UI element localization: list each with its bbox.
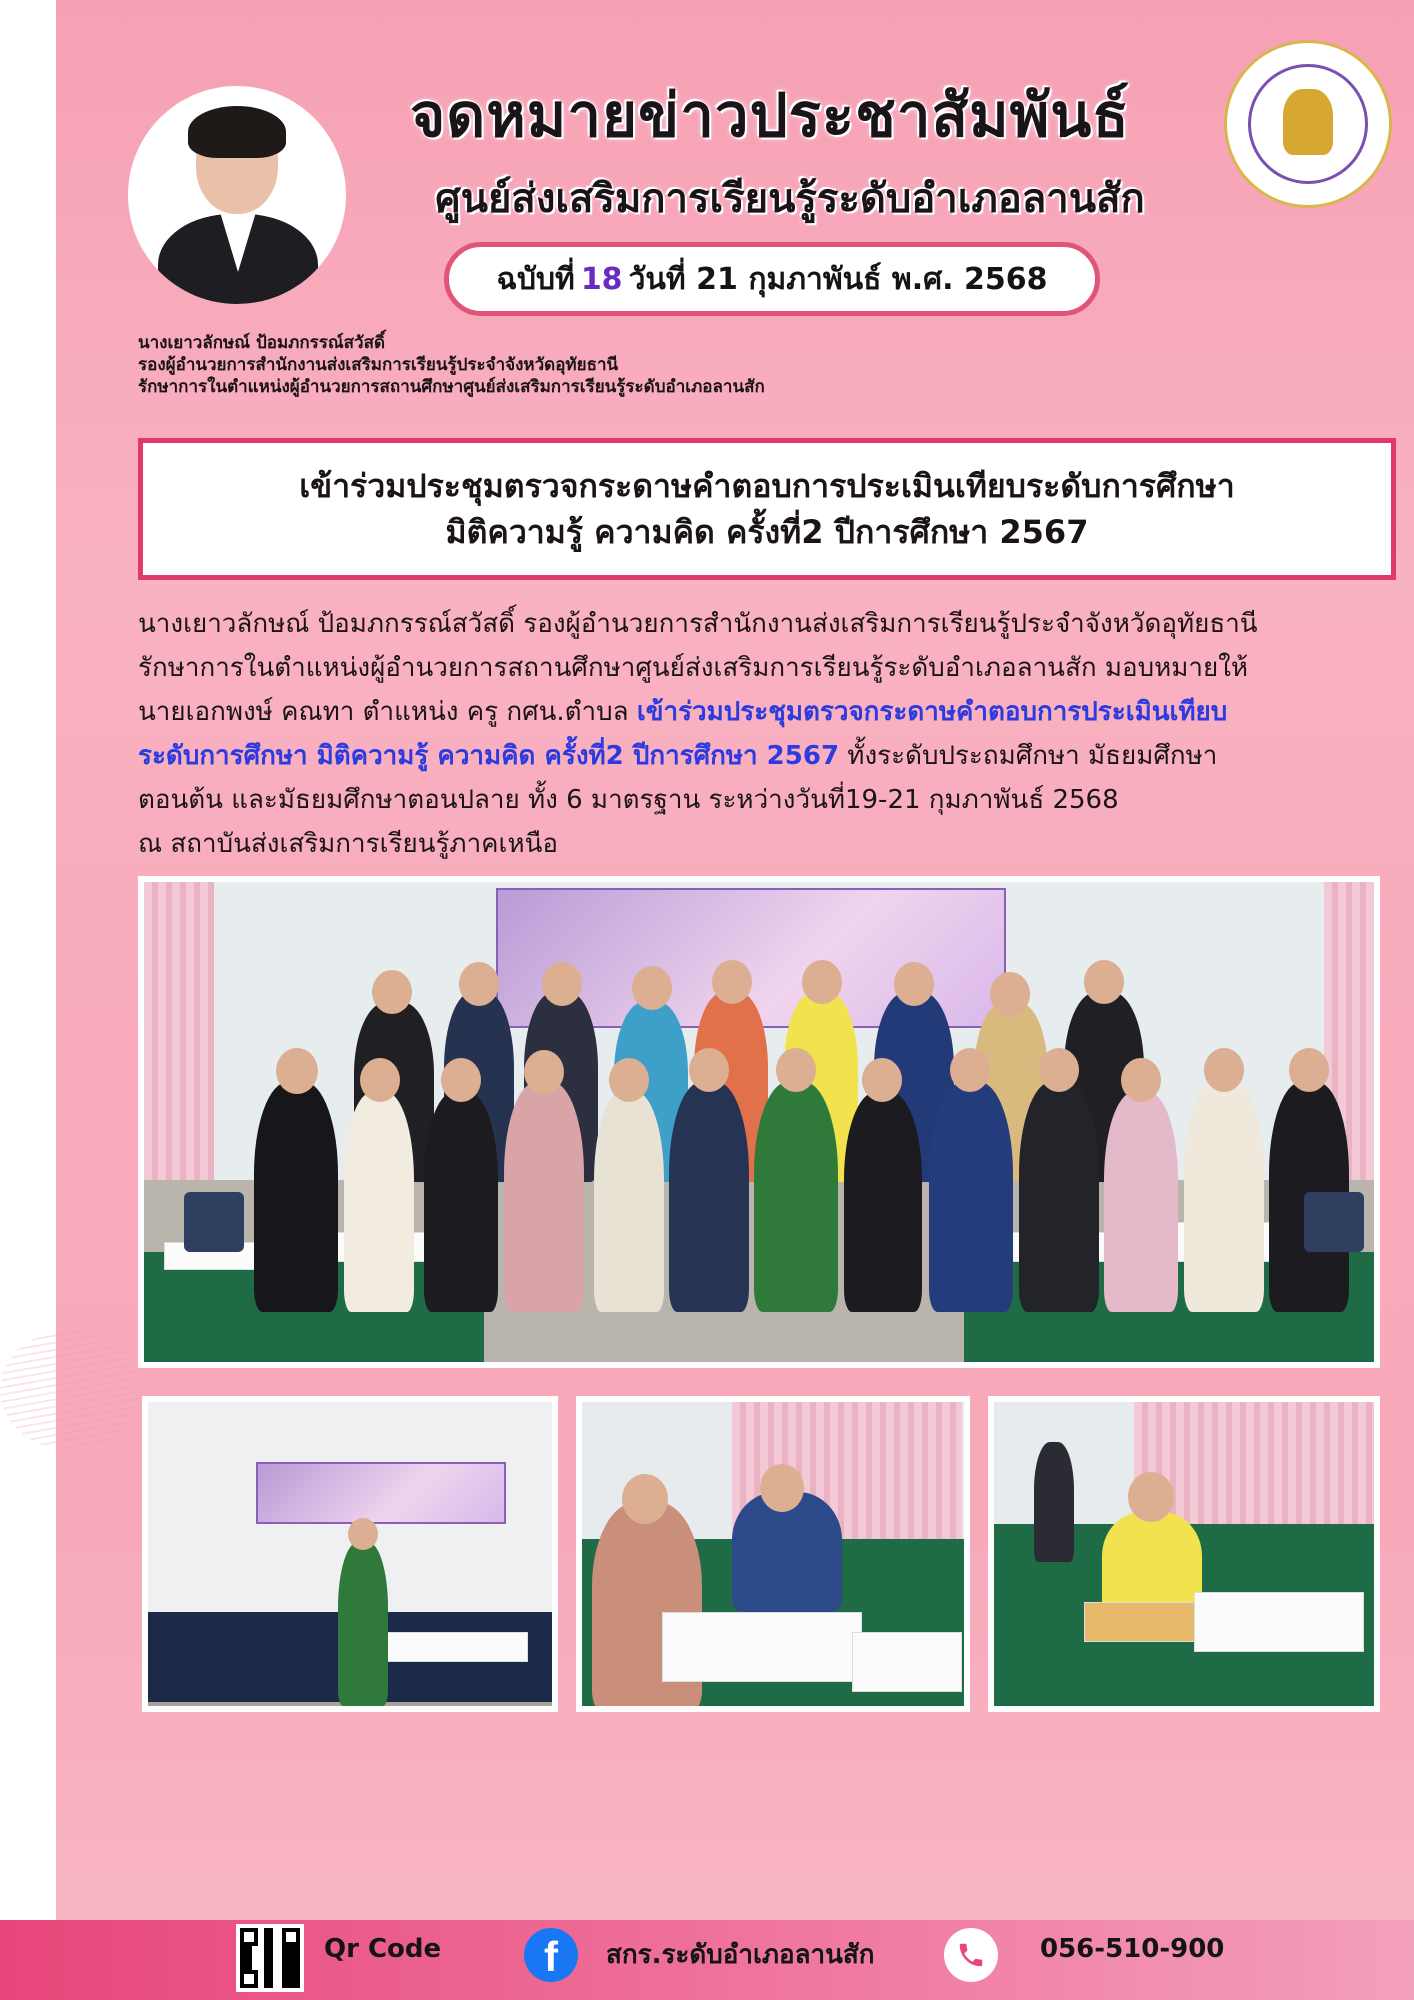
- body-line-4: [138, 734, 1408, 778]
- facebook-page-link[interactable]: สกร.ระดับอำเภอลานสัก: [606, 1940, 875, 1970]
- director-name: นางเยาวลักษณ์ ป้อมภกรรณ์สวัสดิ์: [138, 333, 386, 353]
- newsletter-title: จดหมายข่าวประชาสัมพันธ์: [410, 81, 1130, 151]
- body-line-5: ตอนต้น และมัธยมศึกษาตอนปลาย ทั้ง 6 มาตรฐาน ระหว่างวันที่19-21 กุมภาพันธ์ 2568: [138, 785, 1119, 815]
- group-photo: [138, 876, 1380, 1368]
- facebook-icon[interactable]: f: [524, 1928, 578, 1982]
- headline-box: [138, 438, 1396, 580]
- body-line-6: ณ สถาบันส่งเสริมการเรียนรู้ภาคเหนือ: [138, 829, 558, 859]
- phone-number[interactable]: 056-510-900: [1040, 1934, 1225, 1964]
- issue-prefix: ฉบับที่: [496, 261, 575, 297]
- body-line-3: [138, 690, 1408, 734]
- newsletter-subtitle: ศูนย์ส่งเสริมการเรียนรู้ระดับอำเภอลานสัก: [435, 176, 1145, 222]
- grading-photo-2: [988, 1396, 1380, 1712]
- body-line-3-highlight: เข้าร่วมประชุมตรวจกระดาษคำตอบการประเมินเทียบ: [636, 697, 1228, 727]
- qr-code-icon[interactable]: [236, 1924, 304, 1992]
- body-line-4-plain: ทั้งระดับประถมศึกษา มัธยมศึกษา: [839, 741, 1218, 771]
- director-position-1: รองผู้อำนวยการสำนักงานส่งเสริมการเรียนรู้ประจำจังหวัดอุทัยธานี: [138, 355, 619, 375]
- headline-line-1: เข้าร่วมประชุมตรวจกระดาษคำตอบการประเมินเทียบระดับการศึกษา: [299, 467, 1235, 505]
- issue-number: 18: [580, 261, 623, 297]
- director-portrait: [128, 86, 346, 304]
- body-line-1: นางเยาวลักษณ์ ป้อมภกรรณ์สวัสดิ์ รองผู้อำนวยการสำนักงานส่งเสริมการเรียนรู้ประจำจังหวัดอุทัยธานี: [138, 609, 1258, 639]
- article-body: [138, 602, 1408, 866]
- qr-code-label: Qr Code: [324, 1934, 442, 1964]
- body-line-3-plain: นายเอกพงษ์ คณทา ตำแหน่ง ครู กศน.ตำบล: [138, 697, 637, 727]
- speaker-photo: [142, 1396, 558, 1712]
- grading-photo-1: [576, 1396, 970, 1712]
- body-line-2: รักษาการในตำแหน่งผู้อำนวยการสถานศึกษาศูนย์ส่งเสริมการเรียนรู้ระดับอำเภอลานสัก มอบหมายให้: [138, 653, 1249, 683]
- headline-line-2: มิติความรู้ ความคิด ครั้งที่2 ปีการศึกษา 2567: [445, 513, 1089, 551]
- director-position-2: รักษาการในตำแหน่งผู้อำนวยการสถานศึกษาศูนย์ส่งเสริมการเรียนรู้ระดับอำเภอลานสัก: [138, 377, 765, 397]
- issue-date: วันที่ 21 กุมภาพันธ์ พ.ศ. 2568: [628, 261, 1048, 297]
- decorative-wave: [0, 1330, 140, 1450]
- department-seal-logo: [1224, 40, 1392, 208]
- issue-info: [444, 242, 1100, 316]
- phone-icon: [944, 1928, 998, 1982]
- body-line-4-highlight: ระดับการศึกษา มิติความรู้ ความคิด ครั้งที่2 ปีการศึกษา 2567: [138, 741, 840, 771]
- director-info: [138, 332, 1038, 398]
